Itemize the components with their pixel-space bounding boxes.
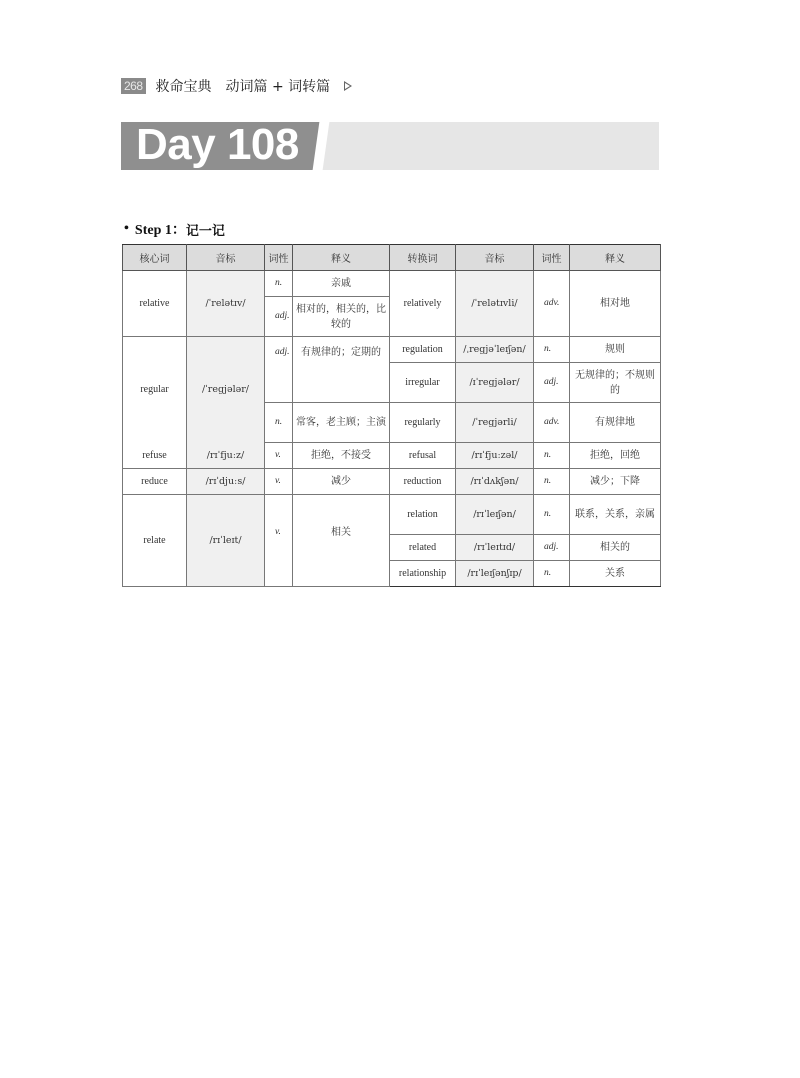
sense-meaning: 减少: [293, 469, 390, 495]
sense-pos: adj.: [265, 337, 293, 403]
step-label: Step 1：: [134, 223, 186, 238]
header-phonetic: 音标: [187, 245, 265, 271]
bullet-icon: •: [124, 221, 129, 236]
derived-meaning: 规则: [570, 337, 661, 363]
derived-word: regulation: [390, 337, 456, 363]
core-phonetic: /ˈrelətɪv/: [187, 271, 265, 337]
derived-word: reduction: [390, 469, 456, 495]
derived-phonetic: /rɪˈleɪtɪd/: [456, 535, 534, 561]
table-row: [123, 271, 661, 297]
core-word: refuse: [123, 443, 187, 469]
derived-phonetic: /ˈregjərli/: [456, 403, 534, 443]
sense-pos: n.: [265, 271, 293, 297]
derived-word: related: [390, 535, 456, 561]
derived-word: relatively: [390, 271, 456, 337]
sense-meaning: 相关: [293, 495, 390, 587]
derived-pos: adj.: [534, 363, 570, 403]
derived-meaning: 相关的: [570, 535, 661, 561]
derived-pos: n.: [534, 337, 570, 363]
sense-pos: v.: [265, 469, 293, 495]
derived-phonetic: /ˈrelətɪvli/: [456, 271, 534, 337]
table-row: [123, 495, 661, 535]
day-title: Day 108: [136, 120, 299, 169]
section-title: 动词篇 + 词转篇: [225, 79, 331, 95]
derived-phonetic: /rɪˈfjuːzəl/: [456, 443, 534, 469]
derived-word: refusal: [390, 443, 456, 469]
sense-meaning: 亲戚: [293, 271, 390, 297]
derived-pos: n.: [534, 561, 570, 587]
core-word: relate: [123, 495, 187, 587]
derived-pos: n.: [534, 495, 570, 535]
page-header: [121, 76, 352, 96]
sense-meaning: 常客，老主顾；主演: [293, 403, 390, 443]
header-derived-phonetic: 音标: [456, 245, 534, 271]
sense-pos: v.: [265, 495, 293, 587]
header-core-word: 核心词: [123, 245, 187, 271]
derived-pos: adv.: [534, 271, 570, 337]
core-phonetic: /ˈregjələr/: [187, 337, 265, 443]
derived-meaning: 相对地: [570, 271, 661, 337]
page-number: 268: [121, 78, 146, 94]
derived-pos: adv.: [534, 403, 570, 443]
derived-pos: n.: [534, 443, 570, 469]
core-word: reduce: [123, 469, 187, 495]
sense-meaning: 拒绝，不接受: [293, 443, 390, 469]
vocabulary-table: [122, 244, 661, 587]
table-row: [123, 443, 661, 469]
sense-meaning: 有规律的；定期的: [293, 337, 390, 403]
derived-phonetic: /ˌregjəˈleɪʃən/: [456, 337, 534, 363]
derived-meaning: 减少；下降: [570, 469, 661, 495]
derived-meaning: 联系，关系，亲属: [570, 495, 661, 535]
header-derived-meaning: 释义: [570, 245, 661, 271]
derived-pos: adj.: [534, 535, 570, 561]
core-phonetic: /rɪˈdjuːs/: [187, 469, 265, 495]
triangle-arrow-icon: [344, 81, 352, 91]
derived-word: regularly: [390, 403, 456, 443]
book-title: 救命宝典: [155, 79, 212, 95]
step-heading: [124, 219, 225, 239]
sense-pos: v.: [265, 443, 293, 469]
table-header-row: [123, 245, 661, 271]
sense-meaning: 相对的，相关的，比较的: [293, 297, 390, 337]
core-phonetic: /rɪˈleɪt/: [187, 495, 265, 587]
core-word: relative: [123, 271, 187, 337]
header-pos: 词性: [265, 245, 293, 271]
table-row: [123, 337, 661, 363]
derived-meaning: 关系: [570, 561, 661, 587]
core-phonetic: /rɪˈfjuːz/: [187, 443, 265, 469]
core-word: regular: [123, 337, 187, 443]
derived-meaning: 拒绝，回绝: [570, 443, 661, 469]
header-meaning: 释义: [293, 245, 390, 271]
header-derived-word: 转换词: [390, 245, 456, 271]
sense-pos: n.: [265, 403, 293, 443]
derived-word: irregular: [390, 363, 456, 403]
header-derived-pos: 词性: [534, 245, 570, 271]
derived-pos: n.: [534, 469, 570, 495]
derived-word: relationship: [390, 561, 456, 587]
step-text: 记一记: [185, 223, 225, 239]
table-row: [123, 469, 661, 495]
derived-word: relation: [390, 495, 456, 535]
derived-meaning: 无规律的；不规则的: [570, 363, 661, 403]
derived-phonetic: /rɪˈdʌkʃən/: [456, 469, 534, 495]
derived-phonetic: /rɪˈleɪʃən/: [456, 495, 534, 535]
derived-phonetic: /rɪˈleɪʃənʃɪp/: [456, 561, 534, 587]
derived-phonetic: /ɪˈregjələr/: [456, 363, 534, 403]
derived-meaning: 有规律地: [570, 403, 661, 443]
sense-pos: adj.: [265, 297, 293, 337]
